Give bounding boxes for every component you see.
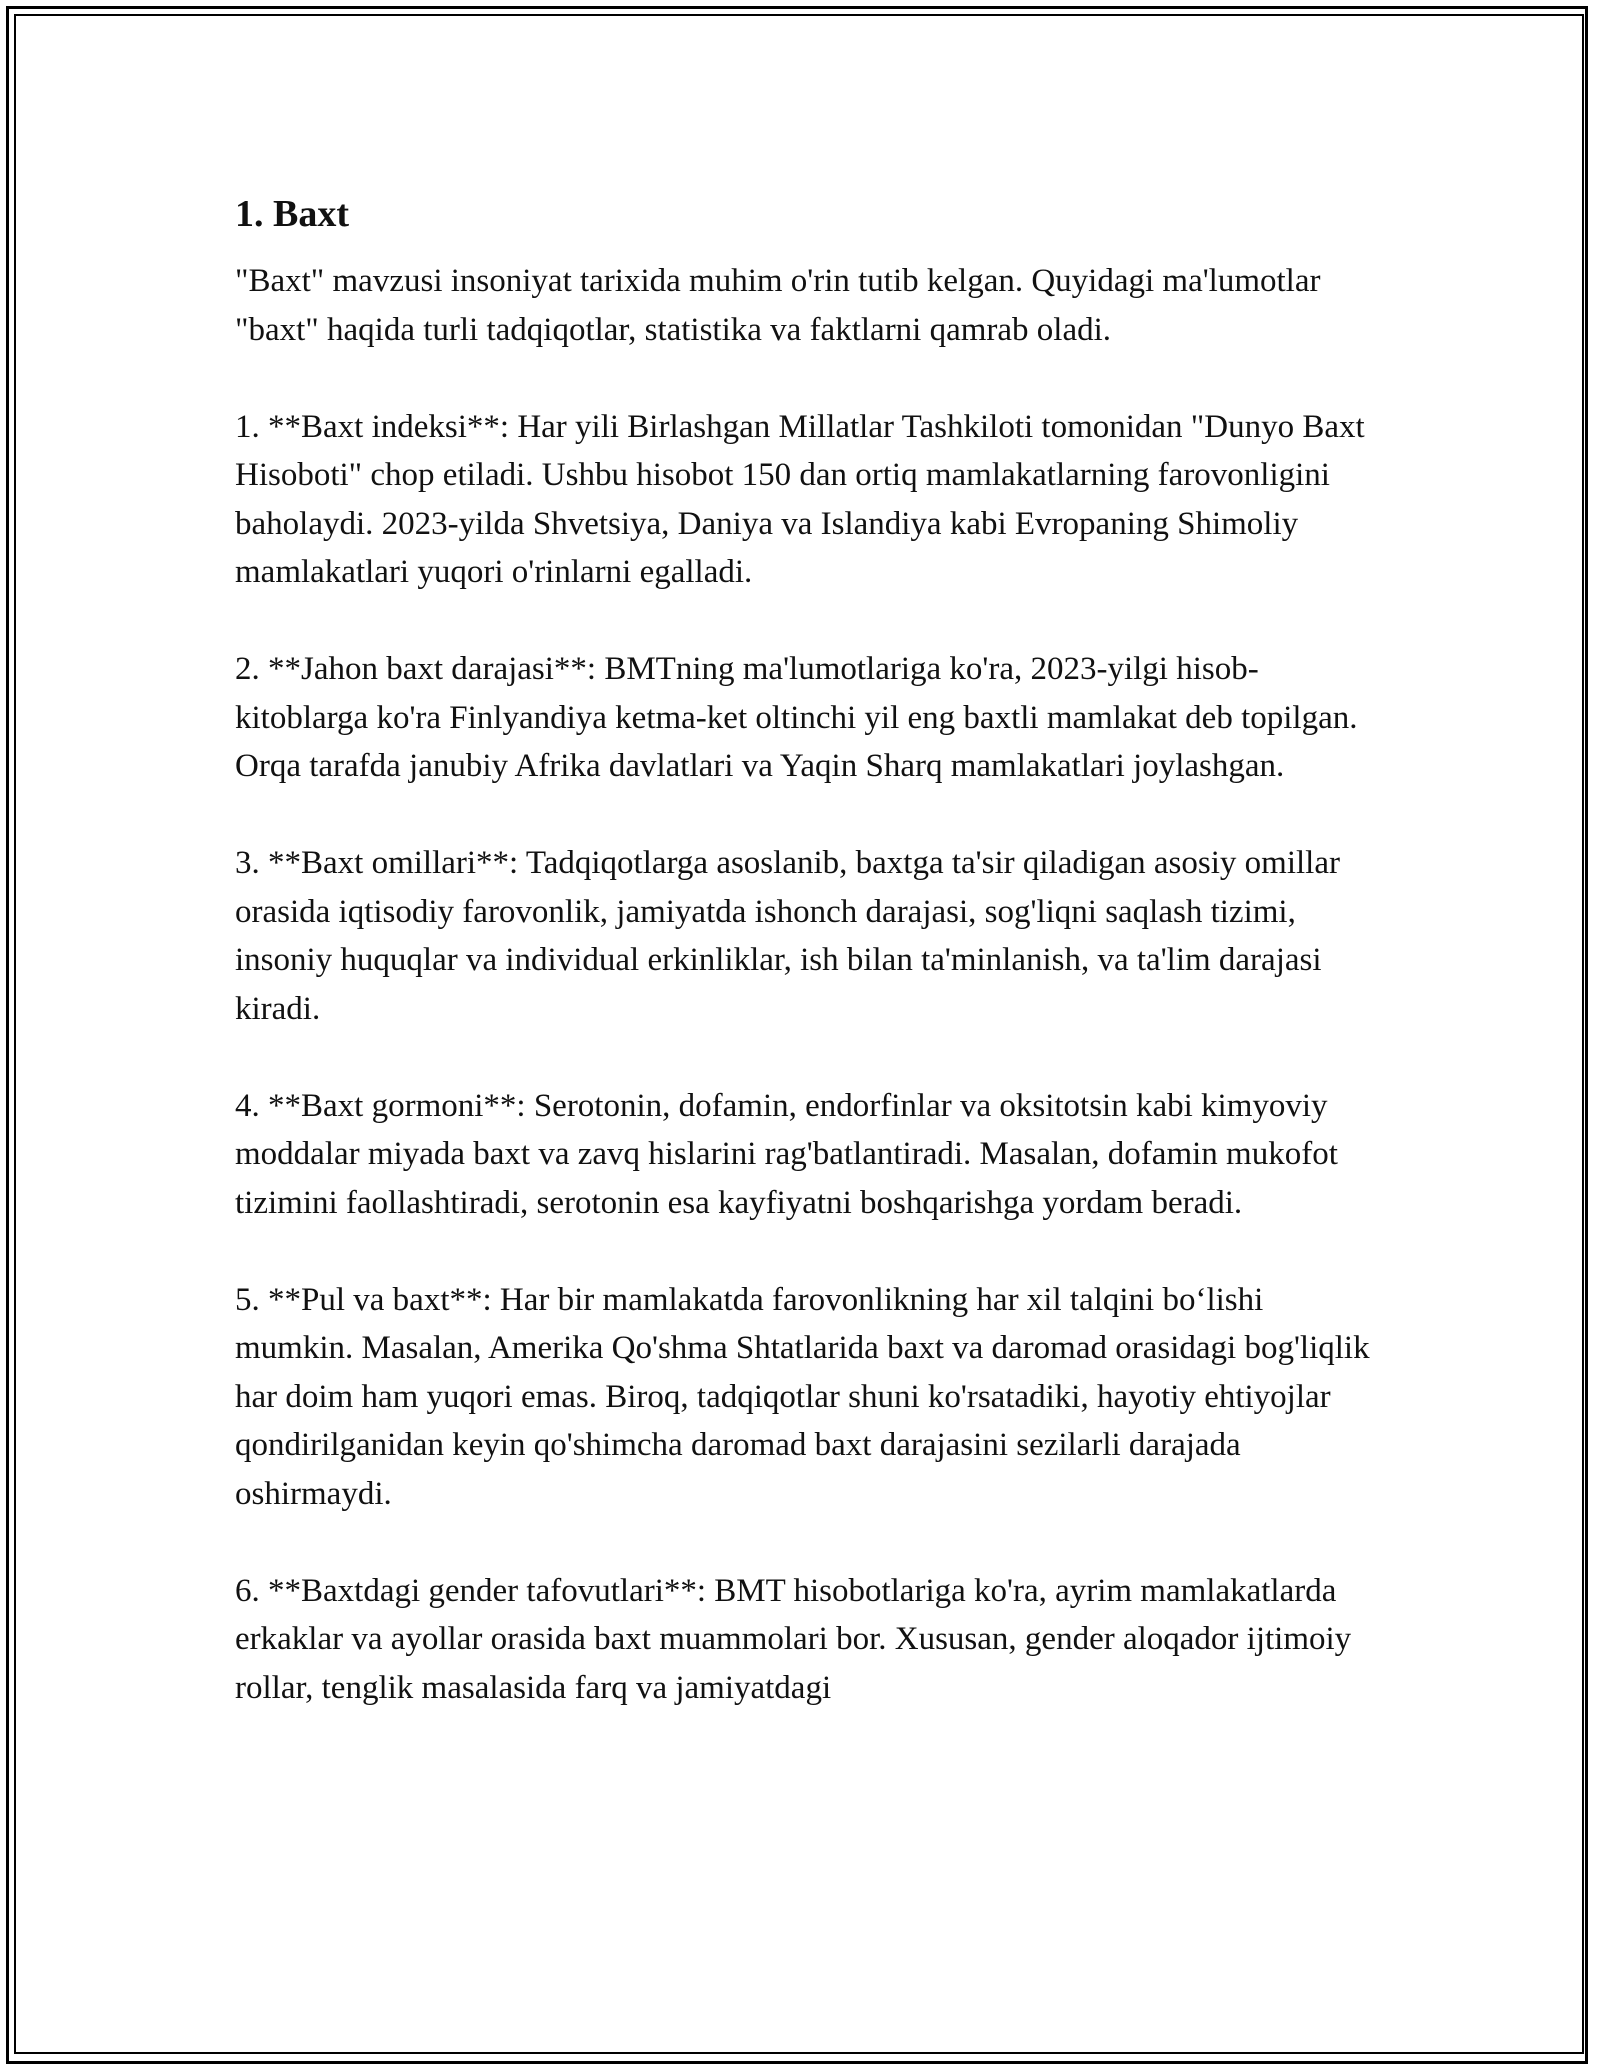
section-heading: 1. Baxt	[235, 193, 349, 235]
item-baxt-indeksi: 1. **Baxt indeksi**: Har yili Birlashgan Millatlar Tashkiloti tomonidan "Dunyo Baxt Hisoboti" chop etiladi. Ushbu hisobot 150 dan ortiq mamlakatlarning farovonligini baholaydi. 2023-yilda Shvetsiya, Daniya va Islandiya kabi Evropaning Shimoliy mamlakatlari yuqori o'rinlarni egalladi.	[235, 408, 1365, 590]
item-pul-va-baxt: 5. **Pul va baxt**: Har bir mamlakatda farovonlikning har xil talqini bo‘lishi mumkin. Masalan, Amerika Qo'shma Shtatlarida baxt va daromad orasidagi bog'liqlik har doim ham yuqori emas. Biroq, tadqiqotlar shuni ko'rsatadiki, hayotiy ehtiyojlar qondirilganidan keyin qo'shimcha daromad baxt darajasini sezilarli darajada oshirmaydi.	[235, 1281, 1370, 1512]
item-gender-tafovutlari: 6. **Baxtdagi gender tafovutlari**: BMT hisobotlariga ko'ra, ayrim mamlakatlarda erkaklar va ayollar orasida baxt muammolari bor. Xususan, gender aloqador ijtimoiy rollar, tenglik masalasida farq va jamiyatdagi	[235, 1572, 1352, 1706]
intro-paragraph: "Baxt" mavzusi insoniyat tarixida muhim o'rin tutib kelgan. Quyidagi ma'lumotlar "baxt" haqida turli tadqiqotlar, statistika va faktlarni qamrab oladi.	[235, 263, 1321, 348]
document-body	[235, 185, 1375, 1761]
item-jahon-baxt-darajasi: 2. **Jahon baxt darajasi**: BMTning ma'lumotlariga ko'ra, 2023-yilgi hisob-kitoblarga ko'ra Finlyandiya ketma-ket oltinchi yil eng baxtli mamlakat deb topilgan. Orqa tarafda janubiy Afrika davlatlari va Yaqin Sharq mamlakatlari joylashgan.	[235, 651, 1358, 784]
item-baxt-omillari: 3. **Baxt omillari**: Tadqiqotlarga asoslanib, baxtga ta'sir qiladigan asosiy omillar orasida iqtisodiy farovonlik, jamiyatda ishonch darajasi, sog'liqni saqlash tizimi, insoniy huquqlar va individual erkinliklar, ish bilan ta'minlanish, va ta'lim darajasi kiradi.	[235, 845, 1340, 1027]
item-baxt-gormoni: 4. **Baxt gormoni**: Serotonin, dofamin, endorfinlar va oksitotsin kabi kimyoviy moddalar miyada baxt va zavq hislarini rag'batlantiradi. Masalan, dofamin mukofot tizimini faollashtiradi, serotonin esa kayfiyatni boshqarishga yordam beradi.	[235, 1087, 1338, 1221]
